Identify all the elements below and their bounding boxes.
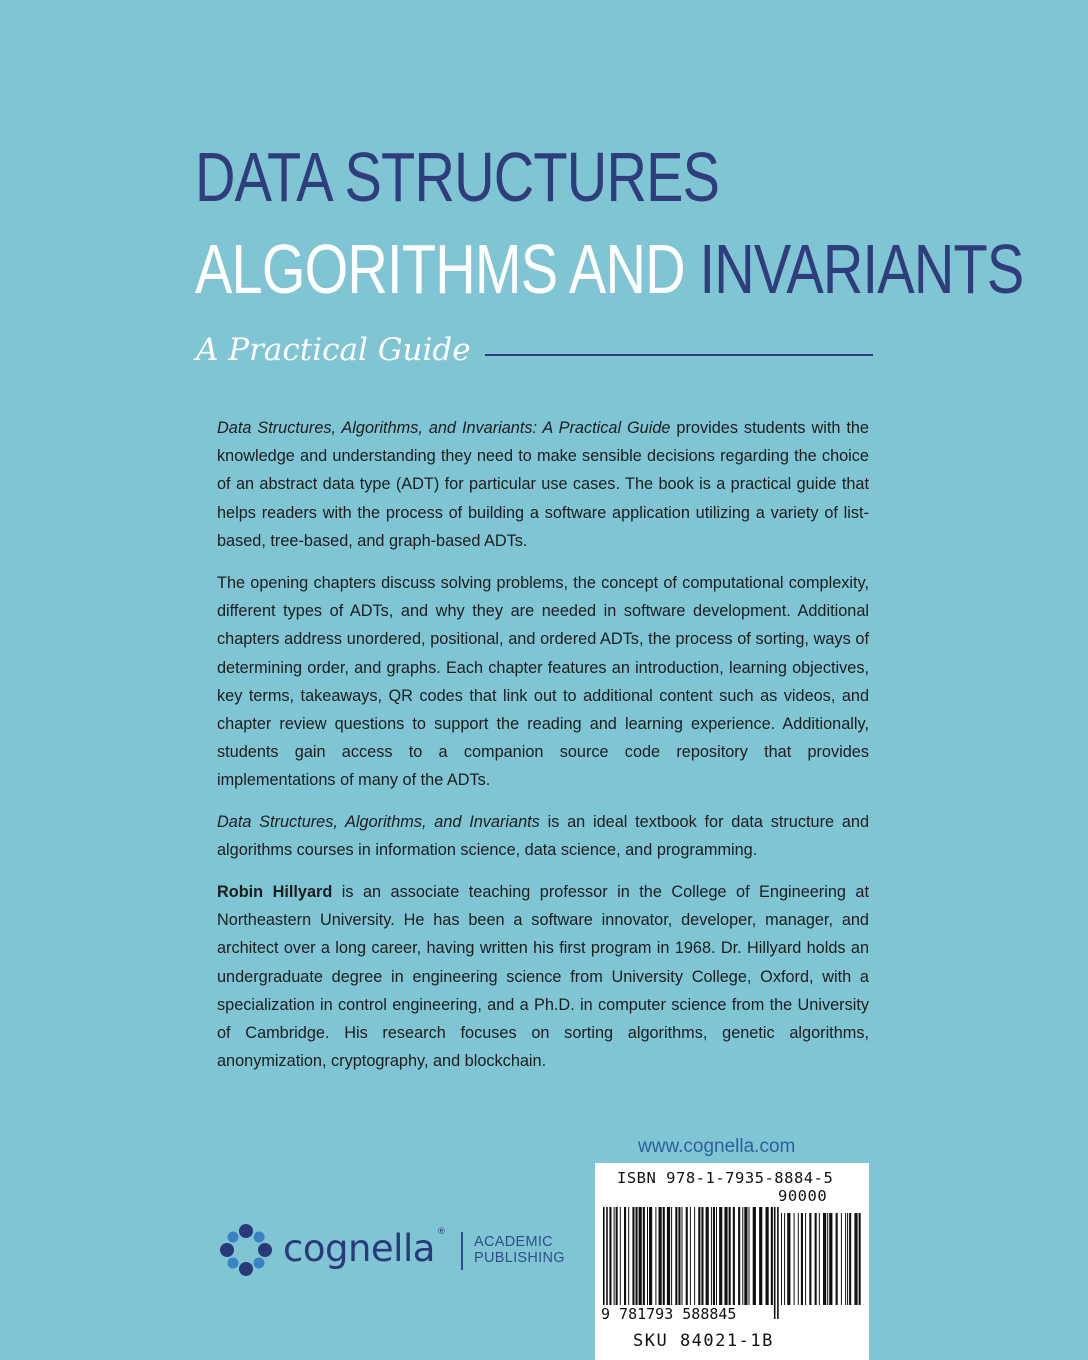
- description-paragraph-1-text: provides students with the knowledge and understanding they need to make sensible decisions regarding the choice of an abstract data type (ADT) for particular use cases. The book is a practical guide that helps readers with the process of building a software application utilizing a variety of list-based, tree-based, and graph-based ADTs.: [217, 419, 869, 550]
- barcode-digits: 9 781793 588845: [601, 1305, 737, 1323]
- barcode-bar: [724, 1207, 727, 1305]
- barcode-bar: [636, 1207, 638, 1305]
- barcode-panel: [595, 1163, 869, 1360]
- barcode-bar: [624, 1207, 626, 1305]
- barcode-bar: [719, 1207, 722, 1305]
- publisher-website: www.cognella.com: [638, 1136, 796, 1157]
- barcode-addon-bar: [801, 1213, 803, 1305]
- barcode-addon-bar: [781, 1213, 782, 1305]
- barcode-bar: [671, 1207, 672, 1305]
- barcode-bar: [738, 1207, 740, 1305]
- subtitle-rule: [485, 354, 873, 356]
- author-bio: [217, 878, 869, 1075]
- title-line-2-white: ALGORITHMS AND: [195, 230, 700, 308]
- barcode-addon-bar: [815, 1213, 817, 1305]
- barcode-bar: [777, 1207, 779, 1319]
- barcode-bar: [711, 1207, 712, 1305]
- barcode-bar: [716, 1207, 717, 1305]
- barcode-bar: [603, 1207, 605, 1319]
- description-paragraph-3-text: is an ideal textbook for data structure and algorithms courses in information science, data science, and programming.: [217, 813, 869, 860]
- barcode-bar: [659, 1207, 662, 1305]
- registered-mark: ®: [436, 1227, 446, 1237]
- barcode-bar: [609, 1207, 611, 1305]
- barcode-bar: [690, 1207, 691, 1319]
- barcode-bar: [639, 1207, 642, 1305]
- barcode-icon: [603, 1207, 861, 1319]
- barcode-bar: [628, 1207, 629, 1305]
- barcode-addon-bar: [836, 1213, 838, 1305]
- author-bio-text: is an associate teaching professor in the College of Engineering at Northeastern University. He has been a software innovator, developer, manager, and architect over a long career, having written his first program in 1968. Dr. Hillyard holds an undergraduate degree in engineering science from University College, Oxford, with a specialization in control engineering, and a Ph.D. in computer science from the University of Cambridge. His research focuses on sorting algorithms, genetic algorithms, anonymization, cryptography, and blockchain.: [217, 883, 869, 1071]
- title-line-2-accent: INVARIANTS: [699, 230, 1024, 308]
- barcode-bar: [694, 1207, 695, 1305]
- barcode-bar: [698, 1207, 700, 1305]
- barcode-bar: [713, 1207, 715, 1305]
- barcode-addon-bar: [854, 1213, 857, 1305]
- cognella-wordmark: [283, 1227, 445, 1270]
- sku-text: SKU 84021-1B: [633, 1331, 774, 1351]
- barcode-addon-bar: [798, 1213, 799, 1305]
- barcode-bar: [759, 1207, 762, 1305]
- barcode-bar: [678, 1207, 680, 1305]
- barcode-bar: [766, 1207, 769, 1305]
- barcode-addon-bar: [859, 1213, 861, 1305]
- barcode-bar: [663, 1207, 665, 1305]
- author-name: Robin Hillyard: [217, 883, 333, 901]
- description-paragraph-2: The opening chapters discuss solving problems, the concept of computational complexity, different types of ADTs, and why they are needed in software development. Additional chapters address unordered, positional, and ordered ADTs, the process of sorting, ways of determining order, and graphs. Each chapter features an introduction, learning objectives, key terms, takeaways, QR codes that link out to additional content such as videos, and chapter review questions to support the reading and learning experience. Additionally, students gain access to a companion source code repository that provides implementations of many of the ADTs.: [217, 574, 869, 790]
- barcode-bar: [667, 1207, 670, 1305]
- barcode-addon-bar: [809, 1213, 811, 1305]
- barcode-addon-bar: [784, 1213, 785, 1305]
- barcode-bar: [686, 1207, 688, 1305]
- barcode-bar: [643, 1207, 645, 1305]
- book-title-italic-2: Data Structures, Algorithms, and Invariants: [217, 813, 540, 831]
- barcode-bar: [749, 1207, 750, 1305]
- barcode-addon-bar: [787, 1213, 790, 1305]
- book-title-italic: Data Structures, Algorithms, and Invariants: A Practical Guide: [217, 419, 671, 437]
- barcode-bar: [647, 1207, 648, 1305]
- barcode-bar: [753, 1207, 756, 1305]
- subtitle: A Practical Guide: [196, 332, 471, 368]
- barcode-bar: [706, 1207, 709, 1305]
- logo-tagline-publishing: PUBLISHING: [474, 1250, 565, 1266]
- description-paragraph-3: [217, 808, 869, 864]
- barcode-addon-bar: [841, 1213, 842, 1305]
- logo-divider: [461, 1232, 463, 1270]
- barcode-bar: [771, 1207, 773, 1305]
- barcode-addon-bar: [829, 1213, 832, 1305]
- logo-tagline-academic: ACADEMIC: [474, 1234, 553, 1250]
- barcode-addon-bar: [849, 1213, 851, 1305]
- barcode-addon-bar: [827, 1213, 828, 1305]
- barcode-bar: [632, 1207, 634, 1305]
- cognella-wordmark-text: cognella: [283, 1227, 435, 1270]
- barcode-bar: [682, 1207, 683, 1305]
- title-line-2: [195, 230, 1024, 308]
- barcode-bar: [729, 1207, 731, 1305]
- barcode-bar: [606, 1207, 608, 1319]
- barcode-addon-bar: [845, 1213, 846, 1305]
- barcode-bar: [774, 1207, 776, 1319]
- barcode-addon-bar: [819, 1213, 820, 1305]
- barcode-addon-bar: [847, 1213, 848, 1305]
- barcode-bar: [616, 1207, 618, 1305]
- barcode-bar: [620, 1207, 621, 1305]
- barcode-addon-bar: [823, 1213, 826, 1305]
- price-addon-text: 90000: [778, 1187, 828, 1205]
- barcode-addon-bar: [794, 1213, 795, 1305]
- barcode-bar: [742, 1207, 743, 1305]
- barcode-bar: [733, 1207, 735, 1305]
- isbn-text: ISBN 978-1-7935-8884-5: [617, 1169, 834, 1187]
- cognella-logo-icon: [216, 1220, 276, 1280]
- barcode-bar: [649, 1207, 652, 1305]
- title-line-1: DATA STRUCTURES: [195, 138, 720, 216]
- barcode-bar: [655, 1207, 656, 1305]
- barcode-bar: [614, 1207, 615, 1305]
- description-paragraph-1: [217, 414, 869, 555]
- barcode-addon-bar: [805, 1213, 806, 1305]
- barcode-bar: [675, 1207, 677, 1305]
- barcode-bar: [701, 1207, 703, 1305]
- barcode-bar: [744, 1207, 747, 1305]
